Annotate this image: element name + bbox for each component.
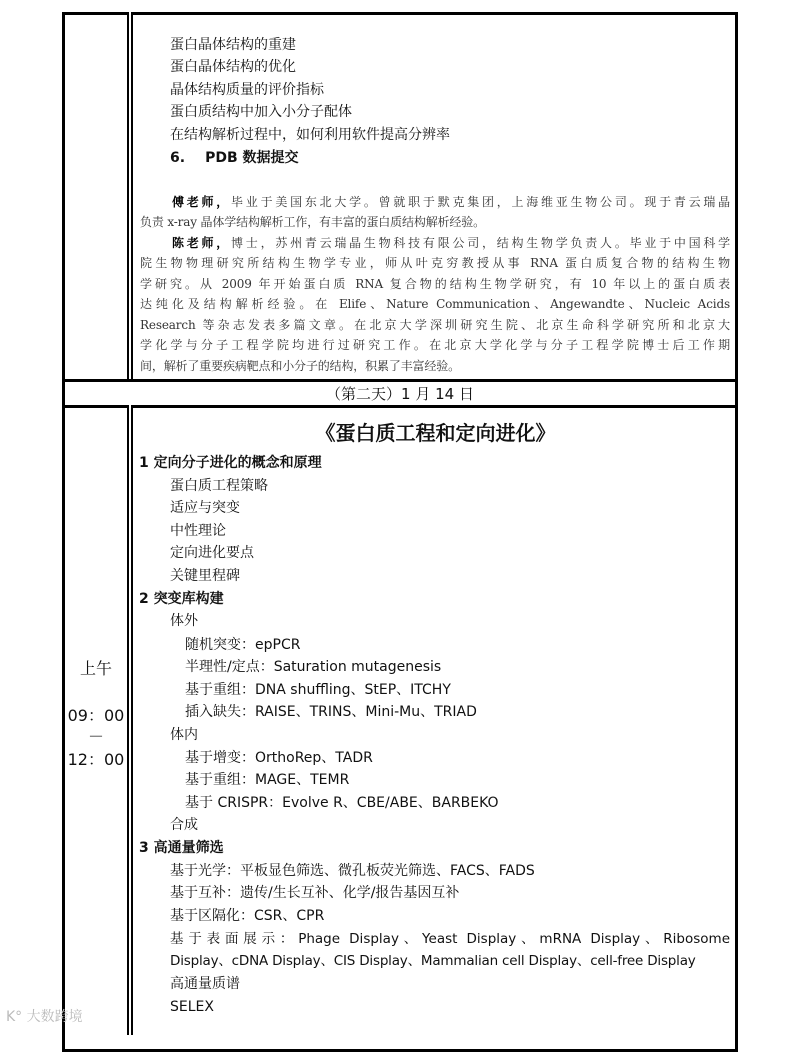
bio-line: 傅老师，毕业于美国东北大学。曾就职于默克集团，上海维亚生物公司。现于青云瑞晶 xyxy=(172,195,730,209)
bio-line: 学化学与分子工程学院均进行过研究工作。在北京大学化学与分子工程学院博士后工作期 xyxy=(140,338,730,352)
section-title: PDB 数据提交 xyxy=(205,150,299,166)
list-item: SELEX xyxy=(170,999,214,1015)
time-start: 09：00 xyxy=(67,706,125,725)
list-item: 蛋白晶体结构的优化 xyxy=(170,59,296,75)
teacher-name: 傅老师， xyxy=(172,195,232,209)
course-title: 《蛋白质工程和定向进化》 xyxy=(315,421,556,445)
section-heading: 2 突变库构建 xyxy=(139,591,224,607)
time-end: 12：00 xyxy=(67,750,125,769)
list-item: 在结构解析过程中，如何利用软件提高分辨率 xyxy=(170,127,450,143)
bio-line: Research 等杂志发表多篇文章。在北京大学深圳研究生院、北京生命科学研究所和北京大 xyxy=(140,318,730,332)
list-item: 高通量质谱 xyxy=(170,976,240,992)
list-item: 蛋白晶体结构的重建 xyxy=(170,37,296,53)
list-item: 基于光学：平板显色筛选、微孔板荧光筛选、FACS、FADS xyxy=(170,863,535,879)
section-heading: 3 高通量筛选 xyxy=(139,840,224,856)
section-number: 6. xyxy=(170,150,186,166)
list-item: 关键里程碑 xyxy=(170,568,240,584)
list-item: Display、cDNA Display、CIS Display、Mammalian cell Display、cell-free Display xyxy=(170,953,696,969)
list-item: 基于增变：OrthoRep、TADR xyxy=(185,750,373,766)
list-item: 基于重组：MAGE、TEMR xyxy=(185,772,350,788)
bio-line: 学研究。从 2009 年开始蛋白质 RNA 复合物的结构生物学研究，有 10 年以上的蛋白质表 xyxy=(140,277,730,291)
list-item: 基于重组：DNA shuffling、StEP、ITCHY xyxy=(185,682,451,698)
bio-line: 间，解析了重要疾病靶点和小分子的结构，积累了丰富经验。 xyxy=(140,359,460,373)
day-header: （第二天）1 月 14 日 xyxy=(326,385,474,403)
list-item: 随机突变：epPCR xyxy=(185,637,301,653)
row-divider xyxy=(62,405,738,408)
subsection-label: 合成 xyxy=(170,817,198,833)
section-heading xyxy=(170,147,299,169)
list-item: 中性理论 xyxy=(170,523,226,539)
list-item: 蛋白质工程策略 xyxy=(170,478,268,494)
list-item: 插入缺失：RAISE、TRINS、Mini-Mu、TRIAD xyxy=(185,704,477,720)
bio-line: 院生物物理研究所结构生物学专业，师从叶克穷教授从事 RNA 蛋白质复合物的结构生物 xyxy=(140,256,730,270)
list-item: 定向进化要点 xyxy=(170,545,254,561)
watermark-logo: K° 大数跨境 xyxy=(6,1009,83,1025)
time-dash: － xyxy=(87,727,104,746)
list-item: 基于互补：遗传/生长互补、化学/报告基因互补 xyxy=(170,885,460,901)
bio-line: 陈老师，博士，苏州青云瑞晶生物科技有限公司，结构生物学负责人。毕业于中国科学 xyxy=(172,236,730,250)
subsection-label: 体内 xyxy=(170,727,198,743)
bio-line: 负责 x-ray 晶体学结构解析工作，有丰富的蛋白质结构解析经验。 xyxy=(140,215,485,229)
row-divider xyxy=(62,379,738,382)
subsection-label: 体外 xyxy=(170,613,198,629)
bio-line: 达纯化及结构解析经验。在 Elife、Nature Communication、Angewandte、Nucleic Acids xyxy=(140,297,730,311)
teacher-name: 陈老师， xyxy=(172,236,232,250)
list-item: 基于表面展示：Phage Display、Yeast Display、mRNA Display、Ribosome xyxy=(170,931,730,947)
list-item: 蛋白质结构中加入小分子配体 xyxy=(170,104,352,120)
column-divider xyxy=(127,12,133,382)
time-period: 上午 xyxy=(79,659,112,678)
list-item: 半理性/定点：Saturation mutagenesis xyxy=(185,659,442,675)
list-item: 基于 CRISPR：Evolve R、CBE/ABE、BARBEKO xyxy=(185,795,499,811)
section-heading: 1 定向分子进化的概念和原理 xyxy=(139,455,322,471)
list-item: 基于区隔化：CSR、CPR xyxy=(170,908,325,924)
list-item: 晶体结构质量的评价指标 xyxy=(170,82,324,98)
list-item: 适应与突变 xyxy=(170,500,240,516)
